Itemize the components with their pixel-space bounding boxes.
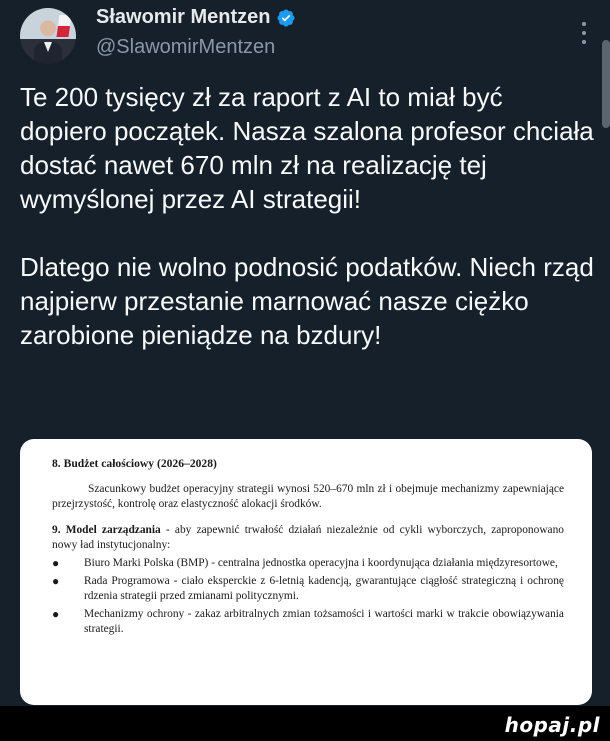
author-name-row <box>96 6 296 29</box>
more-options-icon[interactable] <box>576 22 592 44</box>
section-8-text: Szacunkowy budżet operacyjny strategii wynosi 520–670 mln zł i obejmuje mechanizmy zapewniające przejrzystość, kontrolę oraz elastyczność alokacji środków. <box>52 482 564 511</box>
author-handle[interactable]: @SlawomirMentzen <box>96 36 276 58</box>
bullet-symbol: ● <box>52 573 60 588</box>
tweet-text <box>20 80 595 352</box>
verified-badge-icon <box>276 8 296 28</box>
document-bullet <box>52 607 564 638</box>
bullet-text: Biuro Marki Polska (BMP) - centralna jednostka operacyjna i koordynująca działania międzyresortowe, <box>84 556 558 569</box>
document-bullet <box>52 556 564 572</box>
attached-document-image[interactable] <box>20 439 592 705</box>
watermark-bar <box>0 706 610 741</box>
bullet-symbol: ● <box>52 606 60 621</box>
section-8-title: 8. Budżet całościowy (2026–2028) <box>52 457 217 470</box>
avatar-flag <box>56 15 71 37</box>
bullet-text: Mechanizmy ochrony - zakaz arbitralnych zmian tożsamości i wartości marki w trakcie obowiązywania strategii. <box>84 607 564 636</box>
author-display-name[interactable]: Sławomir Mentzen <box>96 6 271 28</box>
bullet-text: Rada Programowa - ciało eksperckie z 6-letnią kadencją, gwarantujące ciągłość strategiczną i ochronę rdzenia strategii przed zmianami politycznymi. <box>84 574 564 603</box>
author-avatar[interactable] <box>20 8 76 64</box>
section-9-title: 9. Model zarządzania <box>52 523 161 536</box>
document-bullet <box>52 574 564 605</box>
site-watermark: hopaj.pl <box>504 713 600 737</box>
bullet-symbol: ● <box>52 555 60 570</box>
section-9-text: - aby zapewnić trwałość działań niezależnie od cykli wyborczych, zaproponowano nowy ład instytucjonalny: <box>52 523 564 552</box>
tweet-paragraph: Dlatego nie wolno podnosić podatków. Niech rząd najpierw przestanie marnować nasze ciężko zarobione pieniądze na bzdury! <box>20 252 594 350</box>
tweet-paragraph: Te 200 tysięcy zł za raport z AI to miał być dopiero początek. Nasza szalona profesor chciała dostać nawet 670 mln zł na realizację tej wymyślonej przez AI strategii! <box>20 82 594 214</box>
section-9-paragraph <box>52 523 564 554</box>
scrollbar[interactable] <box>602 40 610 128</box>
